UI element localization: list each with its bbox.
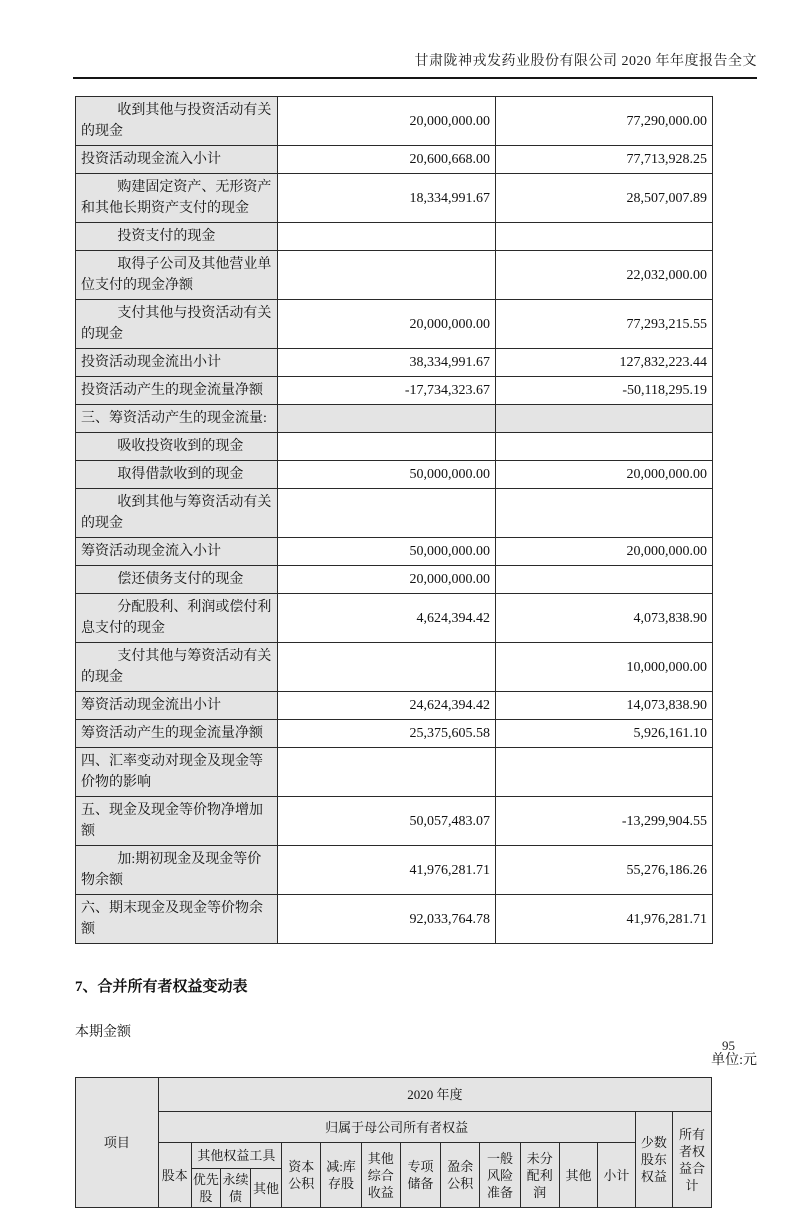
value-current-period: -17,734,323.67	[278, 377, 496, 405]
col-other-comprehensive-income: 其他综合收益	[361, 1143, 400, 1208]
value-prior-period: -50,118,295.19	[496, 377, 713, 405]
value-prior-period: 20,000,000.00	[496, 538, 713, 566]
value-current-period: 20,000,000.00	[278, 566, 496, 594]
table-row	[76, 846, 713, 895]
row-label: 支付其他与投资活动有关的现金	[76, 300, 278, 349]
value-prior-period: 4,073,838.90	[496, 594, 713, 643]
value-current-period	[278, 489, 496, 538]
value-current-period: 25,375,605.58	[278, 720, 496, 748]
report-title: 甘肃陇神戎发药业股份有限公司 2020 年年度报告全文	[414, 54, 757, 69]
value-current-period: 50,000,000.00	[278, 461, 496, 489]
table-row	[76, 566, 713, 594]
value-current-period: 41,976,281.71	[278, 846, 496, 895]
col-retained-earnings: 未分配利润	[520, 1143, 559, 1208]
col-other: 其他	[559, 1143, 597, 1208]
value-prior-period	[496, 405, 713, 433]
col-parent-equity: 归属于母公司所有者权益	[158, 1112, 635, 1143]
col-other-equity-tools: 其他权益工具	[191, 1143, 281, 1169]
value-prior-period	[496, 433, 713, 461]
table-row	[76, 223, 713, 251]
cash-flow-table-body	[76, 97, 713, 944]
table-row	[76, 692, 713, 720]
value-current-period: 4,624,394.42	[278, 594, 496, 643]
row-label: 偿还债务支付的现金	[76, 566, 278, 594]
table-row	[76, 433, 713, 461]
table-row	[76, 748, 713, 797]
row-label: 投资活动产生的现金流量净额	[76, 377, 278, 405]
row-label: 收到其他与筹资活动有关的现金	[76, 489, 278, 538]
col-item: 项目	[76, 1078, 159, 1208]
row-label: 筹资活动现金流出小计	[76, 692, 278, 720]
row-label: 取得借款收到的现金	[76, 461, 278, 489]
col-subtotal: 小计	[598, 1143, 636, 1208]
value-prior-period: 77,290,000.00	[496, 97, 713, 146]
value-prior-period	[496, 566, 713, 594]
col-other-tools-sub: 其他	[250, 1169, 281, 1208]
table-row	[76, 489, 713, 538]
row-label: 分配股利、利润或偿付利息支付的现金	[76, 594, 278, 643]
col-capital-reserve: 资本公积	[282, 1143, 321, 1208]
row-label: 投资活动现金流入小计	[76, 146, 278, 174]
table-row	[76, 594, 713, 643]
value-prior-period: 20,000,000.00	[496, 461, 713, 489]
table-row	[76, 97, 713, 146]
value-prior-period: 77,713,928.25	[496, 146, 713, 174]
value-current-period	[278, 251, 496, 300]
value-prior-period: 28,507,007.89	[496, 174, 713, 223]
table-row	[76, 405, 713, 433]
table-row	[76, 300, 713, 349]
row-label: 投资活动现金流出小计	[76, 349, 278, 377]
table-row	[76, 797, 713, 846]
document-header	[73, 0, 757, 79]
value-current-period: 50,000,000.00	[278, 538, 496, 566]
row-label: 购建固定资产、无形资产和其他长期资产支付的现金	[76, 174, 278, 223]
value-prior-period	[496, 223, 713, 251]
table-row	[76, 461, 713, 489]
row-label: 吸收投资收到的现金	[76, 433, 278, 461]
value-prior-period: 10,000,000.00	[496, 643, 713, 692]
col-surplus-reserve: 盈余公积	[441, 1143, 480, 1208]
equity-table	[75, 1077, 712, 1208]
value-current-period: 38,334,991.67	[278, 349, 496, 377]
value-prior-period	[496, 748, 713, 797]
value-prior-period: 55,276,186.26	[496, 846, 713, 895]
report-page	[73, 0, 757, 1208]
cash-flow-table	[75, 96, 713, 944]
page-number: 95	[722, 1038, 735, 1053]
col-total-equity: 所有者权益合计	[673, 1112, 712, 1208]
period-label: 本期金额	[75, 1025, 131, 1040]
col-year-2020: 2020 年度	[158, 1078, 711, 1112]
value-current-period: 20,000,000.00	[278, 300, 496, 349]
value-current-period: 50,057,483.07	[278, 797, 496, 846]
col-treasury-stock: 减:库存股	[321, 1143, 361, 1208]
table-row	[76, 895, 713, 944]
value-prior-period: 14,073,838.90	[496, 692, 713, 720]
row-label: 六、期末现金及现金等价物余额	[76, 895, 278, 944]
value-current-period: 92,033,764.78	[278, 895, 496, 944]
col-minority-interest: 少数股东权益	[635, 1112, 673, 1208]
value-current-period: 18,334,991.67	[278, 174, 496, 223]
table-row	[76, 377, 713, 405]
value-prior-period	[496, 489, 713, 538]
value-prior-period: 5,926,161.10	[496, 720, 713, 748]
row-label: 筹资活动产生的现金流量净额	[76, 720, 278, 748]
section-heading: 7、合并所有者权益变动表	[75, 979, 248, 995]
table-row	[76, 174, 713, 223]
unit-label: 单位:元	[711, 1053, 757, 1068]
value-prior-period: -13,299,904.55	[496, 797, 713, 846]
value-current-period	[278, 748, 496, 797]
row-label: 支付其他与筹资活动有关的现金	[76, 643, 278, 692]
row-label: 筹资活动现金流入小计	[76, 538, 278, 566]
row-label: 三、筹资活动产生的现金流量:	[76, 405, 278, 433]
row-label: 收到其他与投资活动有关的现金	[76, 97, 278, 146]
col-general-risk-reserve: 一般风险准备	[480, 1143, 520, 1208]
row-label: 取得子公司及其他营业单位支付的现金净额	[76, 251, 278, 300]
value-current-period	[278, 433, 496, 461]
value-current-period	[278, 223, 496, 251]
row-label: 五、现金及现金等价物净增加额	[76, 797, 278, 846]
value-current-period: 20,600,668.00	[278, 146, 496, 174]
value-current-period	[278, 405, 496, 433]
value-current-period: 20,000,000.00	[278, 97, 496, 146]
col-preferred-shares: 优先股	[191, 1169, 220, 1208]
value-prior-period: 41,976,281.71	[496, 895, 713, 944]
row-label: 投资支付的现金	[76, 223, 278, 251]
col-special-reserve: 专项储备	[400, 1143, 440, 1208]
table-row	[76, 720, 713, 748]
row-label: 四、汇率变动对现金及现金等价物的影响	[76, 748, 278, 797]
value-current-period	[278, 643, 496, 692]
value-prior-period: 127,832,223.44	[496, 349, 713, 377]
table-row	[76, 146, 713, 174]
col-share-capital: 股本	[158, 1143, 191, 1208]
row-label: 加:期初现金及现金等价物余额	[76, 846, 278, 895]
table-row	[76, 349, 713, 377]
table-row	[76, 251, 713, 300]
header-rule	[73, 77, 757, 79]
table-row	[76, 643, 713, 692]
table-row	[76, 538, 713, 566]
value-current-period: 24,624,394.42	[278, 692, 496, 720]
value-prior-period: 77,293,215.55	[496, 300, 713, 349]
col-perpetual-bonds: 永续债	[221, 1169, 251, 1208]
value-prior-period: 22,032,000.00	[496, 251, 713, 300]
